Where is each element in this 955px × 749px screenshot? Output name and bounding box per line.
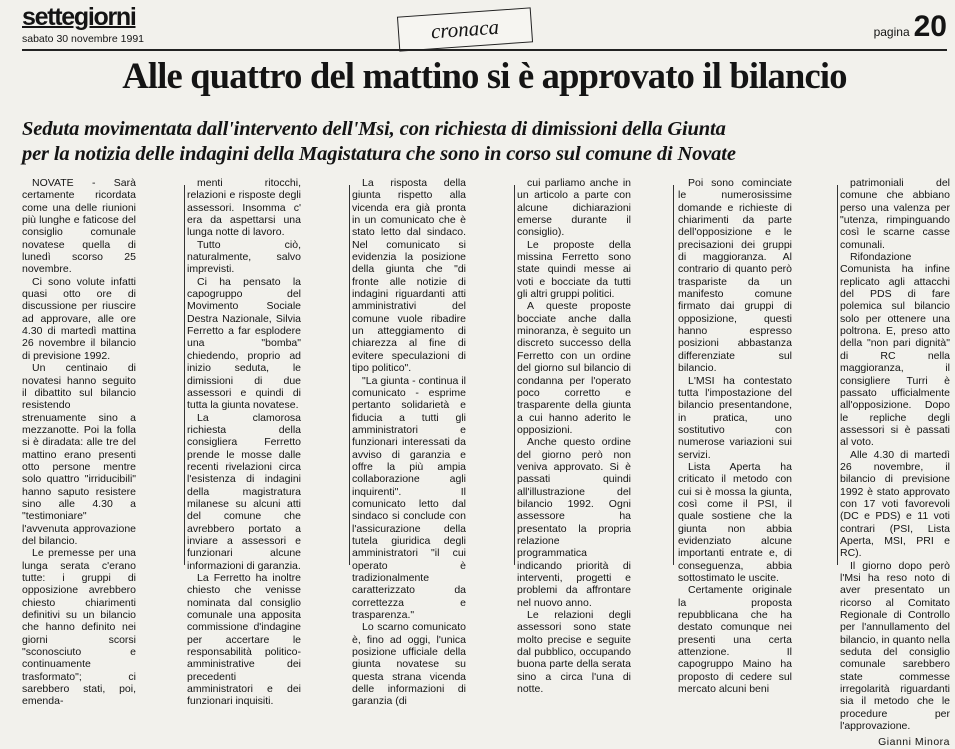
subheadline-line-1: Seduta movimentata dall'intervento dell'Msi, con richiesta di dimissioni della Giunta (22, 118, 726, 140)
paragraph: A queste proposte bocciate anche dalla minoranza, è seguito un discreto successo della Ferretto con un ordine del giorno sul bilancio di condanna per l'operato poco corretto e trasparente della giunta a cui hanno aderito le opposizioni. (517, 300, 631, 436)
paragraph: Il giorno dopo però l'Msi ha reso noto di aver presentato un ricorso al Comitato Regionale di Controllo per l'annullamento del bilancio, in quanto nella seduta del consiglio comunale sarebbero state commesse irregolarità riguardanti sia il metodo che le procedure per l'approvazione. (840, 559, 950, 733)
paragraph: NOVATE - Sarà certamente ricordata come una delle riunioni più lunghe e faticose del consiglio comunale novatese quella di lunedì scorso 25 novembre. (22, 177, 136, 276)
article-column-5 (678, 177, 792, 696)
article-column-6 (840, 177, 950, 749)
column-divider (349, 185, 350, 565)
paragraph: Poi sono cominciate le numerosissime domande e richieste di chiarimenti da parte dell'opposizione e le precisazioni dei gruppi di maggioranza. Al contrario di quanto però traspariste da un manifesto comune firmato dai gruppi di opposizione, questi hanno espresso posizioni abbastanza differenziate sul bilancio. (678, 177, 792, 375)
issue-date: sabato 30 novembre 1991 (22, 33, 145, 45)
section-label-box (397, 7, 533, 51)
paragraph: Anche questo ordine del giorno però non veniva approvato. Si è passati quindi all'illustrazione del bilancio 1992. Ogni assessore ha presentato la propria relazione programmatica indicando priorità di interventi, progetti e problemi da affrontare nel nuovo anno. (517, 436, 631, 609)
paragraph: Ci ha pensato la capogruppo del Movimento Sociale Destra Nazionale, Silvia Ferretto a far esplodere una "bomba" chiedendo, proprio ad inizio seduta, le dimissioni di due assessori e quindi di tutta la giunta novatese. (187, 275, 301, 412)
masthead (22, 3, 182, 45)
paragraph: La clamorosa richiesta della consigliera Ferretto prende le mosse dalle recenti rivelazioni circa l'esistenza di indagini della magistratura milanese su alcuni atti del comune che avrebbero portato a inviare a assessori e funzionari alcune informazioni di garanzia. (187, 411, 301, 572)
paragraph: L'MSI ha contestato tutta l'impostazione del bilancio presentandone, in pratica, uno sostitutivo con numerose variazioni sui servizi. (678, 374, 792, 461)
author-byline: Gianni Minora (878, 736, 950, 749)
article-column-1 (22, 177, 136, 708)
article-column-2 (187, 177, 301, 708)
paragraph: Certamente originale la proposta repubblicana che ha destato comunque nei presenti una certa attenzione. Il capogruppo Maino ha proposto di cedere sul mercato alcuni beni (678, 584, 792, 696)
article-column-3 (352, 177, 466, 708)
column-divider (514, 185, 515, 565)
page-label: pagina (873, 25, 910, 39)
headline: Alle quattro del mattino si è approvato il bilancio (122, 55, 847, 96)
paragraph: Tutto ciò, naturalmente, salvo imprevisti. (187, 238, 301, 276)
paragraph: "La giunta - continua il comunicato - esprime pertanto solidarietà e fiducia a tutti gli amministratori e funzionari interessati da avviso di garanzia e offre la più ampia collaborazione agli inquirenti". Il comunicato letto dal sindaco si conclude con l'assicurazione della tutela giuridica degli amministratori "il cui operato è tradizionalmente caratterizzato da correttezza e trasparenza." (352, 374, 466, 622)
paragraph: Un centinaio di novatesi hanno seguito il dibattito sul bilancio resistendo strenuamente sino a mezzanotte. Poi la folla si è diradata: alle tre del mattino erano presenti otto persone mentre solo quattro "irriducibili" hanno saputo resistere sino alle 4.30 a "testimoniare" l'avvenuta approvazione del bilancio. (22, 362, 136, 547)
header-rule (22, 49, 947, 51)
paragraph: Lo scarno comunicato è, fino ad oggi, l'unica posizione ufficiale della giunta novatese su questa strana vicenda delle informazioni di garanzia (di (352, 621, 466, 708)
page-number: 20 (913, 10, 947, 43)
article-body (0, 177, 955, 749)
subheadline (22, 117, 947, 167)
paragraph: menti ritocchi, relazioni e risposte degli assessori. Insomma c' era da aspettarsi una lunga notte di lavoro. (187, 177, 301, 239)
column-divider (673, 185, 674, 565)
paragraph: Ci sono volute infatti quasi otto ore di discussione per riuscire ad approvare, alle ore 4.30 di martedì mattina 26 novembre il bilancio di previsione 1992. (22, 275, 136, 362)
paragraph: Alle 4.30 di martedì 26 novembre, il bilancio di previsione 1992 è stato approvato con 17 voti favorevoli (DC e PDS) e 11 voti contrari (PSI, Lista Aperta, MSI, PRI e RC). (840, 448, 950, 560)
page-indicator (874, 12, 947, 42)
paragraph: Rifondazione Comunista ha infine replicato agli attacchi del PDS di fare polemica sul bilancio solo per ottenere una poltrona. E, preso atto della "non pari dignità" di RC nella maggioranza, il consigliere Turri è passato ufficialmente all'opposizione. Dopo le repliche degli assessori si è passati al voto. (840, 251, 950, 449)
subheadline-line-2: per la notizia delle indagini della Magistatura che sono in corso sul comune di Novate (22, 143, 736, 165)
paragraph: La Ferretto ha inoltre chiesto che venisse nominata dal consiglio comunale una apposita commissione d'indagine per accertare le responsabilità politico-amministrative dei precedenti amministratori e dei funzionari inquisiti. (187, 572, 301, 708)
paragraph: Le relazioni degli assessori sono state molto precise e seguite dal pubblico, occupando buona parte della serata sino a circa l'una di notte. (517, 609, 631, 696)
paragraph: La risposta della giunta rispetto alla vicenda era già pronta in un comunicato che è stato letto dal sindaco. Nel comunicato si evidenzia la posizione della giunta che "di fronte alle notizie di indagini riguardanti atti amministrativi del comune vuole ribadire un atteggiamento di chiarezza al fine di evitere speculazioni di tipo politico". (352, 177, 466, 375)
column-divider (184, 185, 185, 565)
section-label: cronaca (430, 14, 500, 44)
paragraph: patrimoniali del comune che abbiano perso una valenza per "utenza, rimpinguando così le scarne casse comunali. (840, 177, 950, 251)
paragraph: Le proposte della missina Ferretto sono state quindi messe ai voti e bocciate da tutti gli altri gruppi politici. (517, 238, 631, 301)
paragraph: cui parliamo anche in un articolo a parte con alcune dichiarazioni emerse durante il consiglio). (517, 177, 631, 239)
column-divider (837, 185, 838, 565)
masthead-title: settegiorni (22, 3, 136, 31)
paragraph: Lista Aperta ha criticato il metodo con cui si è mossa la giunta, così come il PSI, il quale sostiene che la giunta non abbia evidenziato alcune importanti entrate e, di conseguenza, abbia sottostimato le uscite. (678, 460, 792, 584)
paragraph: Le premesse per una lunga serata c'erano tutte: i gruppi di opposizione avrebbero chiesto chiarimenti definitivi su un bilancio che hanno definito nei giorni scorsi "sconosciuto e continuamente trasformato"; ci sarebbero stati, poi, emenda- (22, 547, 136, 708)
article-column-4 (517, 177, 631, 696)
